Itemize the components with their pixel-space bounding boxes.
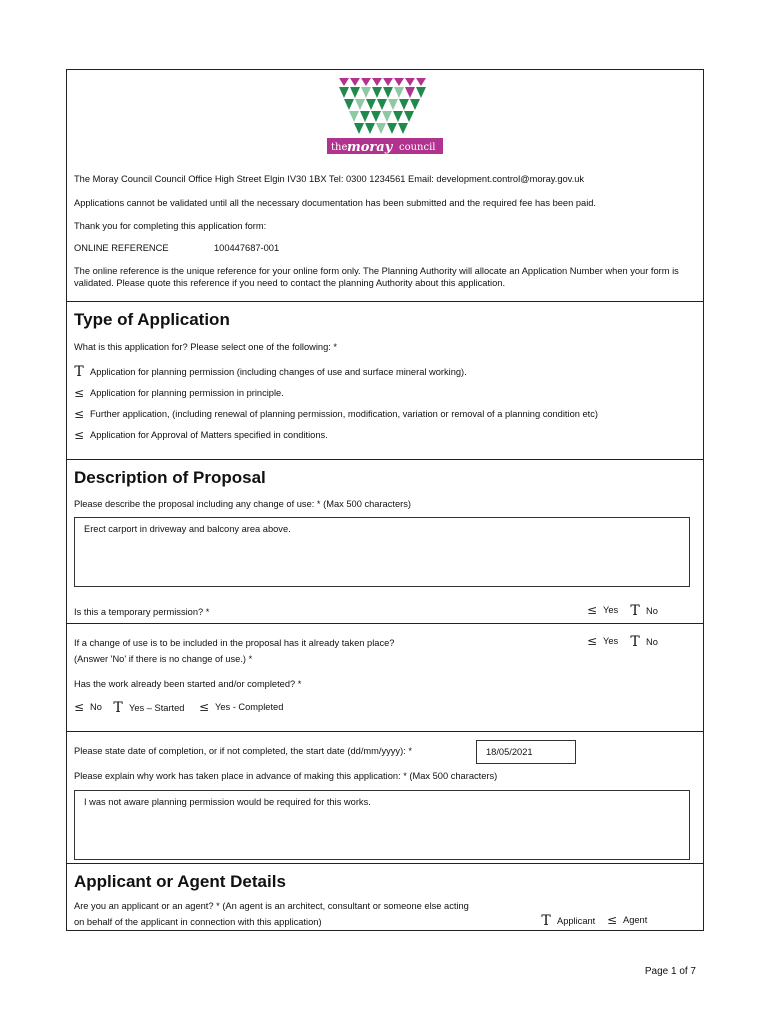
change-of-use-question: If a change of use is to be included in the proposal has it already taken place?: [74, 638, 395, 648]
logo-triangle: [349, 111, 359, 122]
unselected-radio-icon: ≤: [586, 634, 598, 648]
logo-triangle: [377, 99, 387, 110]
logo-triangle: [360, 111, 370, 122]
logo-triangle: [366, 99, 376, 110]
started-no-option[interactable]: ≤ No: [73, 700, 102, 714]
selected-radio-icon: T: [630, 634, 640, 650]
section-divider: [67, 863, 703, 864]
unselected-radio-icon: ≤: [586, 603, 598, 617]
applicant-agent-question: Are you an applicant or an agent? * (An agent is an architect, consultant or someone else acting: [74, 901, 469, 911]
logo-triangle: [339, 87, 349, 98]
logo-triangle: [383, 78, 393, 86]
logo-triangle: [365, 123, 375, 134]
proposal-description-value: Erect carport in driveway and balcony area above.: [84, 524, 291, 534]
type-of-application-heading: Type of Application: [74, 310, 230, 329]
logo-triangle: [372, 87, 382, 98]
logo-triangle: [376, 123, 386, 134]
online-reference-value: 100447687-001: [214, 243, 280, 253]
unselected-radio-icon: ≤: [198, 700, 210, 714]
explain-question: Please explain why work has taken place in advance of making this application: * (Max 500 characters): [74, 771, 498, 781]
logo-triangle: [361, 87, 371, 98]
logo-triangle: [371, 111, 381, 122]
online-reference-label: ONLINE REFERENCE: [74, 243, 169, 253]
logo-triangle: [416, 78, 426, 86]
logo-triangle: [410, 99, 420, 110]
option-planning-permission[interactable]: T Application for planning permission (including changes of use and surface mineral working).: [72, 364, 467, 380]
explanation-field[interactable]: [74, 790, 690, 860]
logo-triangle: [354, 123, 364, 134]
unselected-radio-icon: ≤: [73, 700, 85, 714]
proposal-description-field[interactable]: [74, 517, 690, 587]
section-divider: [67, 731, 703, 732]
logo-triangle: [350, 78, 360, 86]
logo-triangle: [393, 111, 403, 122]
thanks-text: Thank you for completing this application form:: [74, 221, 267, 231]
reference-note: The online reference is the unique reference for your online form only. The Planning Authority will allocate an Application Number when your form is validated. Please quote this reference if you need to contact the planning Authority about this application.: [74, 266, 679, 288]
work-started-question: Has the work already been started and/or completed? *: [74, 679, 302, 689]
logo-triangle: [405, 78, 415, 86]
completion-date-value: 18/05/2021: [486, 747, 533, 757]
page-number: Page 1 of 7: [644, 966, 696, 977]
temporary-no-option[interactable]: T No: [628, 603, 658, 619]
logo-triangle: [387, 123, 397, 134]
logo-triangle: [355, 99, 365, 110]
application-form-page: [66, 69, 704, 931]
logo-triangle: [382, 111, 392, 122]
logo-triangle: [394, 78, 404, 86]
unselected-radio-icon: ≤: [606, 913, 618, 927]
svg-text:the: the: [331, 142, 348, 153]
selected-radio-icon: T: [74, 364, 84, 380]
section-divider: [67, 459, 703, 460]
selected-radio-icon: T: [630, 603, 640, 619]
agent-option[interactable]: ≤ Agent: [606, 913, 648, 927]
applicant-option[interactable]: T Applicant: [539, 913, 595, 929]
council-address: The Moray Council Council Office High Street Elgin IV30 1BX Tel: 0300 1234561 Email: development.control@moray.gov.uk: [74, 174, 585, 184]
change-yes-option[interactable]: ≤ Yes: [586, 634, 619, 648]
application-type-question: What is this application for? Please select one of the following: *: [74, 342, 338, 352]
temporary-yes-option[interactable]: ≤ Yes: [586, 603, 619, 617]
applicant-agent-question-cont: on behalf of the applicant in connection with this application): [74, 917, 322, 927]
logo-triangle: [350, 87, 360, 98]
applicant-agent-heading: Applicant or Agent Details: [74, 872, 286, 891]
unselected-radio-icon: ≤: [73, 386, 85, 400]
change-of-use-note: (Answer 'No' if there is no change of use.) *: [74, 654, 253, 664]
unselected-radio-icon: ≤: [73, 407, 85, 421]
logo-triangle: [416, 87, 426, 98]
section-divider: [67, 623, 703, 624]
temporary-permission-question: Is this a temporary permission? *: [74, 607, 210, 617]
logo-triangle: [404, 111, 414, 122]
logo-triangle: [388, 99, 398, 110]
completed-option[interactable]: ≤ Yes - Completed: [198, 700, 284, 714]
moray-council-logo: [325, 76, 445, 158]
section-divider: [67, 301, 703, 302]
validation-note: Applications cannot be validated until all the necessary documentation has been submitted and the required fee has been paid.: [74, 198, 597, 208]
logo-triangle: [399, 99, 409, 110]
logo-triangle: [394, 87, 404, 98]
logo-triangle: [405, 87, 415, 98]
option-further-application[interactable]: ≤ Further application, (including renewal of planning permission, modification, variation or removal of a planning condition etc): [73, 407, 598, 421]
change-no-option[interactable]: T No: [628, 634, 658, 650]
description-prompt: Please describe the proposal including any change of use: * (Max 500 characters): [74, 499, 411, 509]
logo-triangle: [372, 78, 382, 86]
svg-text:moray: moray: [347, 140, 393, 155]
started-yes-option[interactable]: T Yes – Started: [111, 700, 184, 716]
completion-date-question: Please state date of completion, or if not completed, the start date (dd/mm/yyyy): *: [74, 746, 412, 756]
description-heading: Description of Proposal: [74, 468, 266, 487]
logo-triangle: [344, 99, 354, 110]
svg-text:council: council: [399, 142, 436, 153]
unselected-radio-icon: ≤: [73, 428, 85, 442]
option-approval-of-matters[interactable]: ≤ Application for Approval of Matters specified in conditions.: [73, 428, 328, 442]
logo-triangle: [398, 123, 408, 134]
logo-triangle: [339, 78, 349, 86]
selected-radio-icon: T: [541, 913, 551, 929]
completion-date-field[interactable]: [476, 740, 576, 764]
option-permission-in-principle[interactable]: ≤ Application for planning permission in principle.: [73, 386, 284, 400]
selected-radio-icon: T: [113, 700, 123, 716]
logo-triangle: [383, 87, 393, 98]
explanation-value: I was not aware planning permission would be required for this works.: [84, 797, 371, 807]
logo-triangle: [361, 78, 371, 86]
